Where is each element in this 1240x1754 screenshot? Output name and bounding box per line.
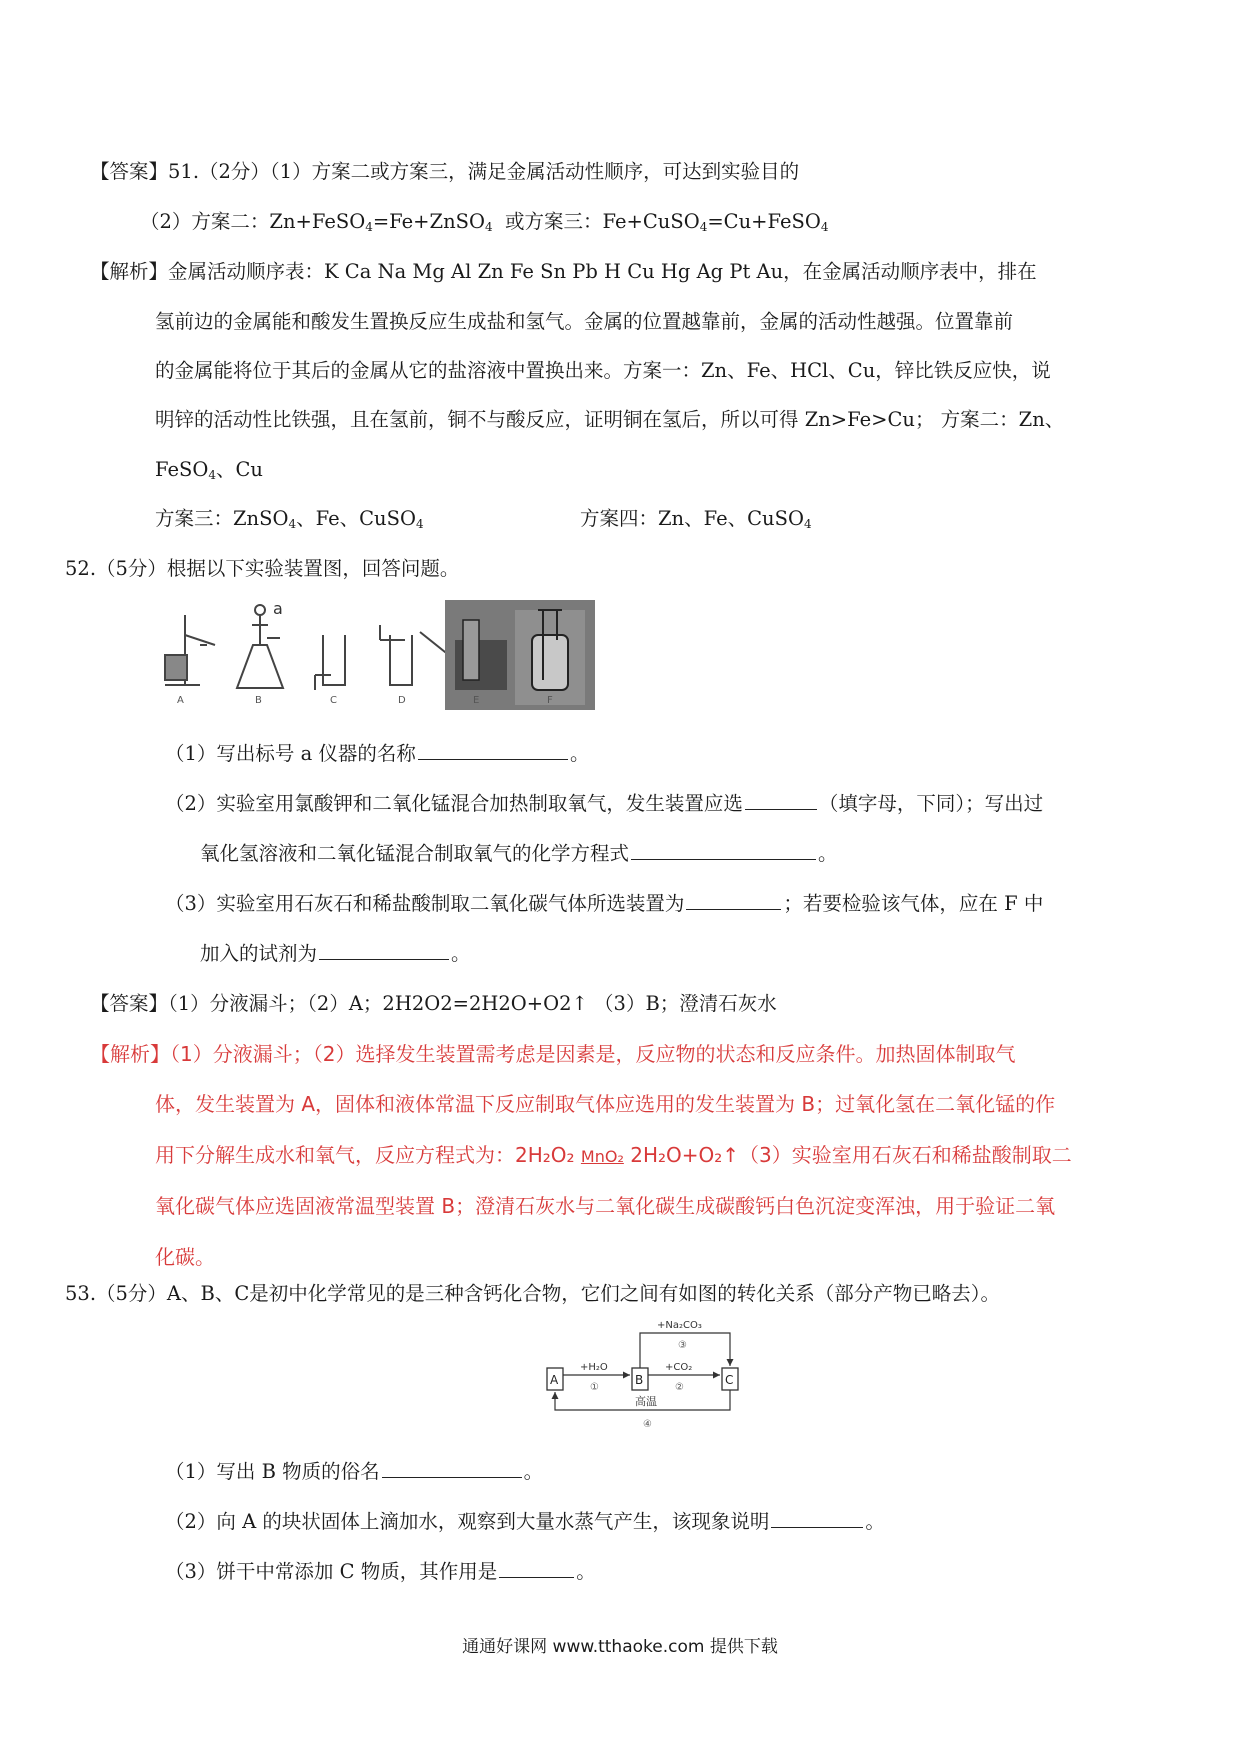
apparatus-a [165,615,215,685]
analysis-52-line-4: 氧化碳气体应选固液常温型装置 B；澄清石灰水与二氧化碳生成碳酸钙白色沉淀变浑浊，用于验证二氧 [155,1194,1056,1218]
answer-blank[interactable] [771,1509,863,1528]
question-53-part-1: （1）写出 B 物质的俗名 。 [165,1460,544,1483]
apparatus-c [315,635,345,690]
answer-52: 【答案】（1）分液漏斗；（2）A；2H2O2=2H2O+O2↑ （3）B；澄清石灰水 [90,992,777,1015]
node-a: A [550,1373,559,1387]
analysis-tag: 【解析】 [90,1042,170,1066]
conversion-diagram [535,1315,745,1435]
apparatus-letter-f: F [547,695,553,706]
edge-4-label: 高温 [635,1395,657,1408]
analysis-51-line-6: 方案三：ZnSO$_4$、Fe、CuSO$_4$ [155,507,424,531]
question-52-part-2-cont: 氧化氢溶液和二氧化锰混合制取氧气的化学方程式 。 [200,842,838,865]
question-52-part-2: （2）实验室用氯酸钾和二氧化锰混合加热制取氧气，发生装置应选 （填字母，下同）；写出过 [165,792,1044,815]
question-53-part-2: （2）向 A 的块状固体上滴加水，观察到大量水蒸气产生，该现象说明 。 [165,1510,885,1533]
question-52-part-1: （1）写出标号 a 仪器的名称 。 [165,742,590,765]
node-b: B [635,1373,644,1387]
answer-blank[interactable] [319,941,449,960]
edge-3-number: ③ [678,1340,687,1351]
answer-blank[interactable] [745,791,817,810]
answer-tag: 【答案】 [90,160,169,183]
edge-1-label: +H₂O [580,1362,608,1373]
answer-blank[interactable] [499,1559,574,1578]
analysis-51-line-3: 的金属能将位于其后的金属从它的盐溶液中置换出来。方案一：Zn、Fe、HCl、Cu，锌比铁反应快，说 [155,359,1051,382]
edge-2-label: +CO₂ [665,1362,693,1373]
answer-blank[interactable] [382,1459,522,1478]
answer-blank[interactable] [631,841,816,860]
catalyst-label: MnO₂ [580,1147,624,1166]
answer-blank[interactable] [418,741,568,760]
answer-blank[interactable] [686,891,781,910]
apparatus-letter-d: D [398,695,406,706]
node-c: C [725,1373,734,1387]
question-53-title: 53.（5分）A、B、C是初中化学常见的是三种含钙化合物，它们之间有如图的转化关系（部分产物已略去）。 [65,1282,1001,1305]
edge-3-label: +Na₂CO₃ [657,1320,702,1331]
answer-tag: 【答案】 [90,992,169,1015]
edge-2-number: ② [675,1382,684,1393]
analysis-52-line-5: 化碳。 [155,1245,215,1269]
analysis-51-line-2: 氢前边的金属能和酸发生置换反应生成盐和氢气。金属的位置越靠前，金属的活动性越强。位置靠前 [155,310,1014,333]
analysis-51-line-1: 【解析】金属活动顺序表：K Ca Na Mg Al Zn Fe Sn Pb H Cu Hg Ag Pt Au，在金属活动顺序表中，排在 [90,260,1037,283]
question-52-title: 52.（5分）根据以下实验装置图，回答问题。 [65,557,460,580]
page-footer: 通通好课网 www.tthaoke.com 提供下载 [462,1637,778,1657]
analysis-52-line-1: 【解析】（1）分液漏斗；（2）选择发生装置需考虑是因素是，反应物的状态和反应条件。加热固体制取气 [90,1042,1016,1066]
apparatus-letter-c: C [330,695,337,706]
apparatus-letter-e: E [473,695,480,706]
answer-51-line-1: 【答案】51.（2分）（1）方案二或方案三，满足金属活动性顺序，可达到实验目的 [90,160,800,183]
analysis-tag: 【解析】 [90,260,169,283]
analysis-51-line-4: 明锌的活动性比铁强，且在氢前，铜不与酸反应，证明铜在氢后，所以可得 Zn>Fe>Cu； 方案二：Zn、 [155,408,1065,431]
answer-51-line-2: （2）方案二：Zn+FeSO$_4$=Fe+ZnSO$_4$ 或方案三：Fe+CuSO$_4$=Cu+FeSO$_4$ [140,210,829,234]
question-53-part-3: （3）饼干中常添加 C 物质，其作用是 。 [165,1560,596,1583]
edge-1-number: ① [590,1382,599,1393]
edge-4-number: ④ [643,1419,652,1430]
analysis-51-line-6-plan4: 方案四：Zn、Fe、CuSO$_4$ [580,507,812,531]
question-52-part-3: （3）实验室用石灰石和稀盐酸制取二氧化碳气体所选装置为 ；若要检验该气体，应在 F 中 [165,892,1044,915]
question-52-part-3-cont: 加入的试剂为 。 [200,942,471,965]
apparatus-label-a: a [273,600,283,618]
apparatus-figure [155,600,595,710]
analysis-52-line-3: 用下分解生成水和氧气，反应方程式为：2H₂O₂ MnO₂ 2H₂O+O₂↑（3）实验室用石灰石和稀盐酸制取二 [155,1143,1072,1167]
apparatus-d [380,625,412,685]
apparatus-letter-b: B [255,695,262,706]
analysis-51-line-5: FeSO$_4$、Cu [155,458,263,482]
apparatus-letter-a: A [177,695,184,706]
analysis-52-line-2: 体，发生装置为 A，固体和液体常温下反应制取气体应选用的发生装置为 B；过氧化氢在二氧化锰的作 [155,1092,1056,1116]
